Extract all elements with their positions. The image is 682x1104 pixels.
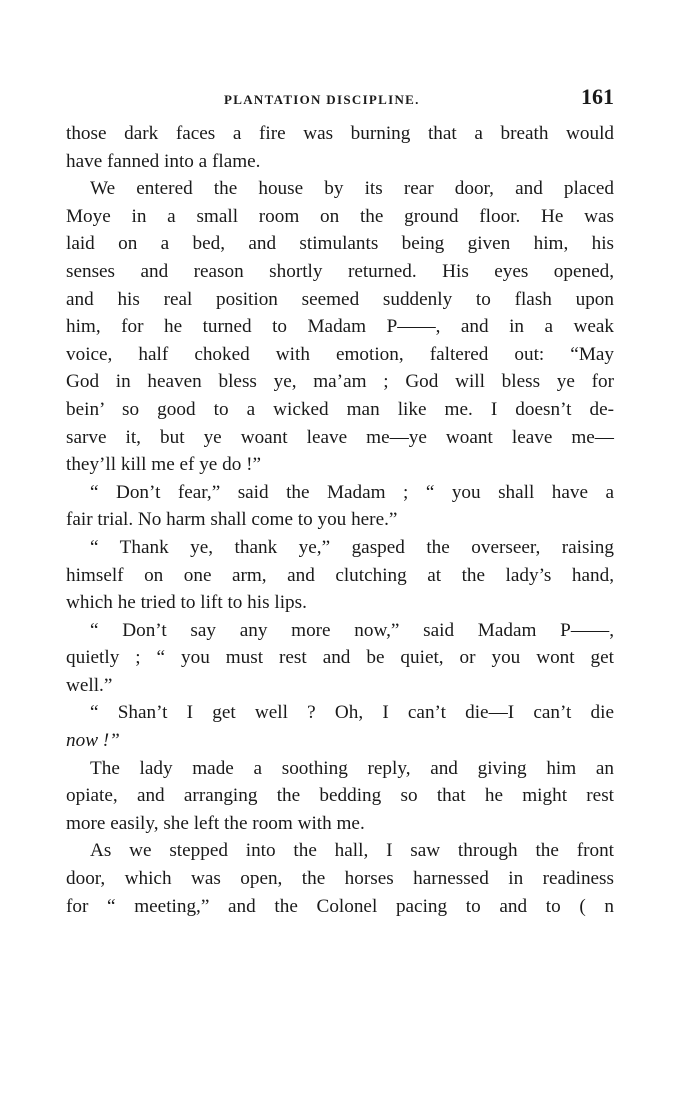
running-title: PLANTATION DISCIPLINE. (224, 92, 420, 107)
text-line: him, for he turned to Madam P——, and in a weak (66, 316, 614, 338)
text-line: The lady made a soothing reply, and giving him an (90, 757, 614, 779)
text-line: God in heaven bless ye, ma’am ; God will bless ye for (66, 371, 614, 393)
text-line: have fanned into a flame. (66, 150, 261, 172)
text-line: “ Don’t say any more now,” said Madam P——, (90, 619, 614, 641)
book-page (66, 84, 614, 920)
text-line: sarve it, but ye woant leave me—ye woant leave me— (66, 426, 614, 448)
text-line: voice, half choked with emotion, faltered out: “May (66, 343, 614, 365)
page-header (66, 84, 614, 120)
text-line: Moye in a small room on the ground floor. He was (66, 205, 614, 227)
text-line: fair trial. No harm shall come to you here.” (66, 509, 398, 531)
text-line: and his real position seemed suddenly to flash upon (66, 288, 614, 310)
text-line: well.” (66, 674, 113, 696)
text-line: for “ meeting,” and the Colonel pacing to and to ( n (66, 895, 614, 917)
text-line: bein’ so good to a wicked man like me. I doesn’t de- (66, 398, 614, 420)
text-line: door, which was open, the horses harnessed in readiness (66, 868, 614, 890)
text-line: senses and reason shortly returned. His eyes opened, (66, 260, 614, 282)
text-line: himself on one arm, and clutching at the lady’s hand, (66, 564, 614, 586)
text-line: “ Shan’t I get well ? Oh, I can’t die—I can’t die (90, 702, 614, 724)
text-line: quietly ; “ you must rest and be quiet, or you wont get (66, 647, 614, 669)
body-text (66, 120, 614, 920)
text-line: “ Don’t fear,” said the Madam ; “ you shall have a (90, 481, 614, 503)
text-line: As we stepped into the hall, I saw through the front (90, 840, 614, 862)
text-line: now !” (66, 730, 120, 752)
text-line: opiate, and arranging the bedding so that he might rest (66, 785, 614, 807)
page-number: 161 (581, 84, 614, 109)
text-line: We entered the house by its rear door, and placed (90, 178, 614, 200)
text-line: laid on a bed, and stimulants being given him, his (66, 233, 614, 255)
text-line: more easily, she left the room with me. (66, 812, 365, 834)
text-line: they’ll kill me ef ye do !” (66, 454, 262, 476)
text-line: which he tried to lift to his lips. (66, 592, 307, 614)
text-line: those dark faces a fire was burning that a breath would (66, 123, 614, 144)
text-line: “ Thank ye, thank ye,” gasped the overseer, raising (90, 536, 614, 558)
